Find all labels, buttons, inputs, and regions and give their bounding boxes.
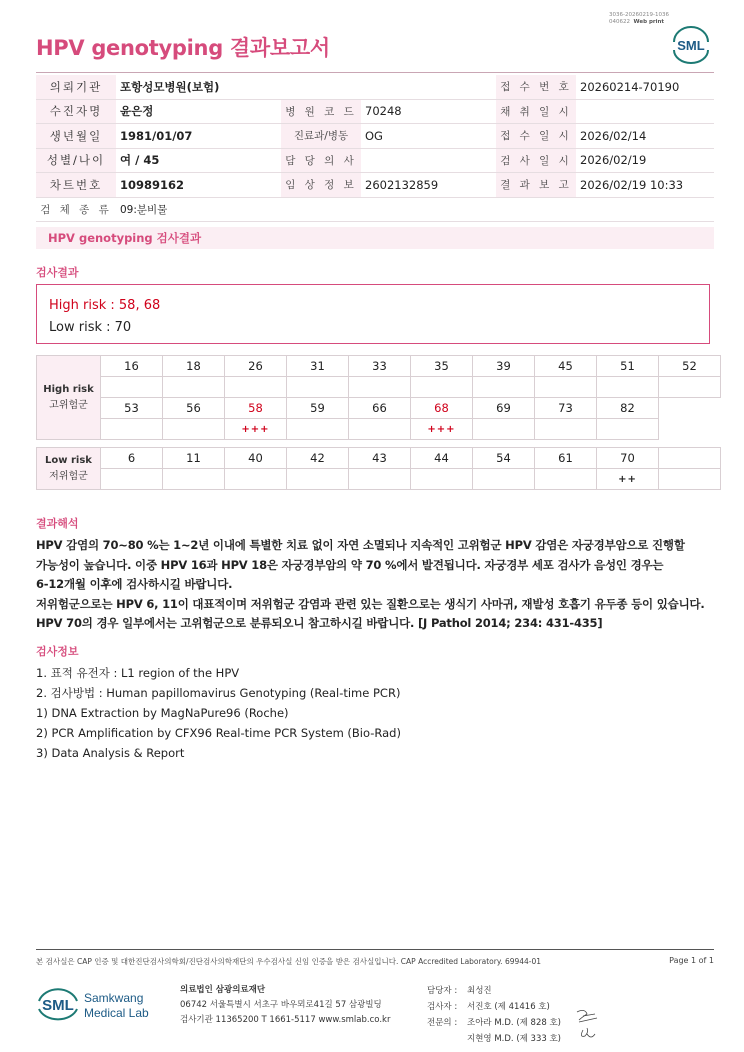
result-mark-cell [535, 377, 597, 398]
specimen-value: 09:분비물 [116, 197, 714, 222]
genotype-cell: 69 [473, 398, 535, 419]
test-info-line: 2) PCR Amplification by CFX96 Real-time PCR System (Bio-Rad) [36, 726, 401, 740]
genotype-cell: 56 [163, 398, 225, 419]
report-title: HPV genotyping 결과보고서 [36, 36, 330, 60]
lr-type-row [37, 448, 721, 469]
info-value: 10989162 [116, 173, 281, 198]
genotype-cell-positive: 68 [411, 398, 473, 419]
lr-mark-row [37, 469, 721, 490]
genotype-cell: 51 [597, 356, 659, 377]
results-band-title: HPV genotyping 검사결과 [36, 227, 714, 249]
hr-type-row [37, 398, 721, 419]
info-value: 윤은정 [116, 99, 281, 124]
doc-code-tag: Web print [633, 19, 665, 25]
genotype-cell-empty [659, 419, 721, 440]
info-label: 수진자명 [36, 99, 116, 124]
genotype-cell: 11 [163, 448, 225, 469]
info-label: 차트번호 [36, 173, 116, 198]
test-info-line: 2. 검사방법 : Human papillomavirus Genotyping (Real-time PCR) [36, 686, 401, 700]
org-name: 의료법인 삼광의료재단 [180, 985, 266, 995]
genotype-cell: 53 [101, 398, 163, 419]
result-mark-cell [659, 377, 721, 398]
info-value [361, 75, 496, 99]
result-mark-cell [349, 419, 411, 440]
result-mark-cell [101, 377, 163, 398]
result-mark-cell: ++ [597, 469, 659, 490]
info-row [36, 148, 714, 173]
hr-type-row [37, 356, 721, 377]
footer-divider [36, 949, 714, 950]
result-mark-cell [163, 419, 225, 440]
staff-name: 조아라 M.D. (제 828 호) [467, 1018, 562, 1028]
low-risk-label [37, 448, 101, 490]
info-value: 포항성모병원(보험) [116, 75, 281, 99]
genotype-cell: 26 [225, 356, 287, 377]
info-label: 진료과/병동 [281, 124, 361, 149]
info-value: 2602132859 [361, 173, 496, 198]
info-value: 70248 [361, 99, 496, 124]
result-mark-cell [473, 377, 535, 398]
info-row [36, 173, 714, 198]
genotype-cell: 54 [473, 448, 535, 469]
info-row [36, 124, 714, 149]
info-label: 채 취 일 시 [496, 99, 576, 124]
signature-icon [573, 1006, 609, 1042]
result-mark-cell [101, 469, 163, 490]
result-mark-cell [473, 469, 535, 490]
staff-role: 담당자 : [427, 986, 458, 996]
genotype-cell: 59 [287, 398, 349, 419]
result-mark-cell [101, 419, 163, 440]
high-risk-label [37, 356, 101, 440]
result-mark-cell [287, 377, 349, 398]
samkwang-logo-line1: Samkwang [84, 991, 144, 1005]
sml-logo-icon [668, 24, 714, 64]
result-mark-cell [349, 469, 411, 490]
accreditation-note: 본 검사실은 CAP 인증 및 대한진단검사의학회/진단검사의학재단의 우수검사실 신임 인증을 받은 검사실입니다. CAP Accredited Laboratory. 69944-01 [36, 957, 542, 966]
genotype-cell: 45 [535, 356, 597, 377]
interpretation-line: 6-12개월 이후에 검사하시길 바랍니다. [36, 577, 233, 591]
info-value: 2026/02/19 10:33 [576, 173, 714, 198]
info-value: 20260214-70190 [576, 75, 714, 99]
sml-logo-text: SML [677, 38, 705, 53]
test-info-title: 검사정보 [36, 645, 79, 658]
info-value: 2026/02/14 [576, 124, 714, 149]
result-mark-cell [163, 469, 225, 490]
genotype-cell: 61 [535, 448, 597, 469]
patient-info-table [36, 75, 714, 222]
genotype-cell: 39 [473, 356, 535, 377]
genotype-cell: 70 [597, 448, 659, 469]
result-mark-cell [535, 469, 597, 490]
genotype-cell: 18 [163, 356, 225, 377]
low-risk-label-ko: 저위험군 [49, 470, 88, 482]
info-row [36, 75, 714, 99]
genotype-cell-positive: 58 [225, 398, 287, 419]
result-summary-box [36, 284, 710, 344]
info-value: 2026/02/19 [576, 148, 714, 173]
info-label: 임 상 정 보 [281, 173, 361, 198]
info-label: 결 과 보 고 [496, 173, 576, 198]
result-section-title: 검사결과 [36, 266, 79, 279]
interpretation-line: 저위험군으로는 HPV 6, 11이 대표적이며 저위험군 감염과 관련 있는 질환으로는 생식기 사마귀, 재발성 호흡기 유두종 등이 있습니다. [36, 596, 705, 611]
org-contact: 검사기관 11365200 T 1661-5117 www.smlab.co.kr [180, 1015, 391, 1025]
test-info-line: 1) DNA Extraction by MagNaPure96 (Roche) [36, 706, 289, 720]
info-label: 병 원 코 드 [281, 99, 361, 124]
genotype-cell: 73 [535, 398, 597, 419]
test-info-list [36, 663, 401, 763]
genotype-cell-empty [659, 469, 721, 490]
info-value: 1981/01/07 [116, 124, 281, 149]
result-mark-cell: +++ [411, 419, 473, 440]
result-mark-cell [349, 377, 411, 398]
result-mark-cell [535, 419, 597, 440]
info-label: 검 사 일 시 [496, 148, 576, 173]
genotype-cell-empty [659, 448, 721, 469]
interpretation-line: HPV 70의 경우 일부에서는 고위험군으로 분류되오니 참고하시길 바랍니다. [J Pathol 2014; 234: 431-435] [36, 616, 603, 630]
info-label [281, 75, 361, 99]
result-mark-cell [225, 377, 287, 398]
info-value: 여 / 45 [116, 148, 281, 173]
result-mark-cell [163, 377, 225, 398]
result-mark-cell [597, 419, 659, 440]
result-mark-cell [411, 377, 473, 398]
info-label: 담 당 의 사 [281, 148, 361, 173]
info-row [36, 197, 714, 222]
interpretation-text [36, 536, 716, 634]
result-mark-cell [473, 419, 535, 440]
genotype-cell: 52 [659, 356, 721, 377]
doc-code-line2: 040622 [609, 19, 631, 25]
result-mark-cell [287, 419, 349, 440]
genotype-cell: 31 [287, 356, 349, 377]
staff-name: 서진호 (제 41416 호) [467, 1002, 550, 1012]
genotype-cell: 6 [101, 448, 163, 469]
info-label: 접 수 번 호 [496, 75, 576, 99]
header-divider [36, 72, 714, 73]
test-info-line: 1. 표적 유전자 : L1 region of the HPV [36, 666, 240, 680]
genotype-cell: 35 [411, 356, 473, 377]
page-number: Page 1 of 1 [669, 956, 714, 965]
genotype-cell: 82 [597, 398, 659, 419]
low-risk-label-en: Low risk [45, 454, 92, 466]
organization-info [180, 983, 390, 1028]
result-mark-cell [597, 377, 659, 398]
specimen-label: 검 체 종 류 [36, 197, 116, 222]
genotype-cell: 33 [349, 356, 411, 377]
genotype-cell: 42 [287, 448, 349, 469]
genotype-cell: 44 [411, 448, 473, 469]
info-label: 접 수 일 시 [496, 124, 576, 149]
staff-list [427, 983, 561, 1047]
low-risk-summary: Low risk : 70 [49, 320, 132, 335]
genotype-cell: 16 [101, 356, 163, 377]
hr-mark-row [37, 419, 721, 440]
genotype-cell: 40 [225, 448, 287, 469]
result-mark-cell [225, 469, 287, 490]
interpretation-line: 가능성이 높습니다. 이중 HPV 16과 HPV 18은 자궁경부암의 약 70 %에서 발견됩니다. 자궁경부 세포 검사가 음성인 경우는 [36, 557, 664, 572]
document-code [609, 12, 669, 26]
samkwang-logo-mark: SML [42, 997, 74, 1014]
info-label: 의뢰기관 [36, 75, 116, 99]
result-mark-cell: +++ [225, 419, 287, 440]
info-label: 생년월일 [36, 124, 116, 149]
genotype-cell: 43 [349, 448, 411, 469]
test-info-line: 3) Data Analysis & Report [36, 746, 185, 760]
info-value [576, 99, 714, 124]
genotype-cell: 66 [349, 398, 411, 419]
info-label: 성별/나이 [36, 148, 116, 173]
info-value [361, 148, 496, 173]
hr-mark-row [37, 377, 721, 398]
doc-code-line1: 3036-20260219-1036 [609, 12, 669, 18]
result-mark-cell [411, 469, 473, 490]
samkwang-logo-line2: Medical Lab [84, 1006, 149, 1020]
staff-role: 전문의 : [427, 1018, 458, 1028]
info-row [36, 99, 714, 124]
high-risk-label-en: High risk [43, 383, 94, 395]
high-risk-summary: High risk : 58, 68 [49, 298, 161, 313]
high-risk-label-ko: 고위험군 [49, 399, 88, 411]
genotype-cell-empty [659, 398, 721, 419]
interpretation-line: HPV 감염의 70~80 %는 1~2년 이내에 특별한 치료 없이 자연 소멸되나 지속적인 고위험군 HPV 감염은 자궁경부암으로 진행할 [36, 538, 685, 552]
staff-name: 지현영 M.D. (제 333 호) [467, 1034, 562, 1044]
org-address: 06742 서울특별시 서초구 바우뫼로41길 57 삼광빌딩 [180, 1000, 382, 1010]
staff-role: 검사자 : [427, 1002, 458, 1012]
interpretation-title: 결과해석 [36, 517, 79, 530]
staff-name: 최성진 [467, 986, 492, 996]
low-risk-genotype-table [36, 447, 721, 490]
result-mark-cell [287, 469, 349, 490]
high-risk-genotype-table [36, 355, 721, 440]
samkwang-logo-icon [36, 983, 156, 1025]
info-value: OG [361, 124, 496, 149]
